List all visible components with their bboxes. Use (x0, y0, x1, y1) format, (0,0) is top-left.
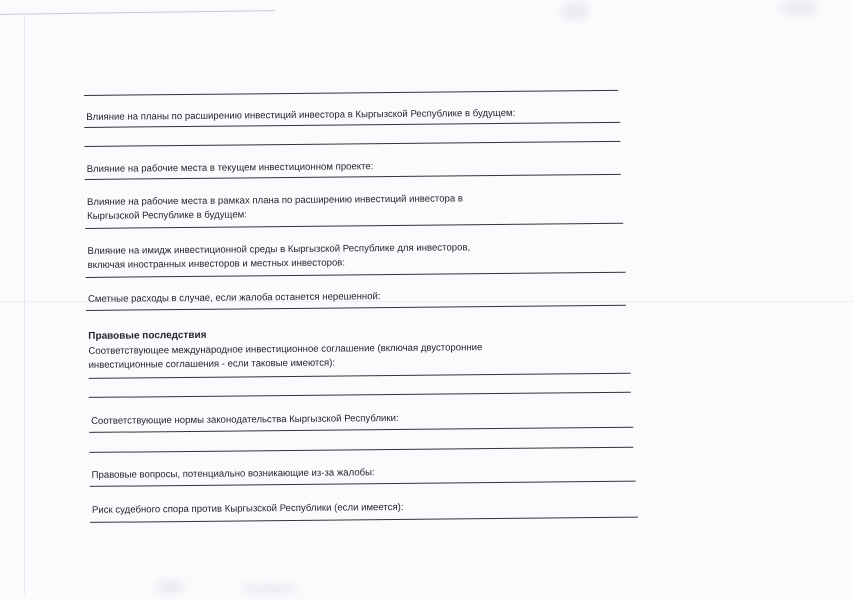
field-label-estimated-costs: Сметные расходы в случае, если жалоба останется нерешенной: (87, 291, 381, 305)
answer-line (89, 392, 631, 398)
answer-line (89, 447, 633, 453)
field-label-jobs-plan: Влияние на рабочие места в рамках плана по расширению инвестиций инвестора в (86, 193, 464, 208)
field-label-agreement-cont: инвестиционные соглашения - если таковые имеются): (88, 357, 336, 371)
answer-line (86, 272, 626, 278)
section-heading-legal: Правовые последствия (88, 329, 207, 342)
answer-line (84, 141, 620, 147)
field-label-image-cont: включая иностранных инвесторов и местных инвесторов: (87, 257, 346, 271)
field-label-jobs-current: Влияние на рабочие места в текущем инвестиционном проекте: (86, 161, 374, 175)
field-label-jobs-plan-cont: Кыргызской Республике в будущем: (87, 209, 247, 222)
field-label-image: Влияние на имидж инвестиционной среды в Кыргызской Республике для инвесторов, (87, 242, 471, 257)
answer-line (90, 517, 638, 523)
answer-line (86, 305, 626, 311)
field-label-litigation-risk: Риск судебного спора против Кыргызской Республики (если имеется): (91, 501, 404, 516)
field-label-legal-issues: Правовые вопросы, потенциально возникающие из-за жалобы: (91, 467, 375, 481)
field-label-agreement: Соответствующее международное инвестиционное соглашение (включая двусторонние (88, 342, 483, 357)
answer-line (85, 223, 623, 229)
answer-line (84, 90, 618, 96)
field-label-legislation: Соответствующие нормы законодательства Кыргызской Республики: (91, 412, 399, 427)
answer-line (89, 373, 631, 379)
field-label-plans-expansion: Влияние на планы по расширению инвестиций инвестора в Кыргызской Республике в будущем: (86, 107, 516, 123)
